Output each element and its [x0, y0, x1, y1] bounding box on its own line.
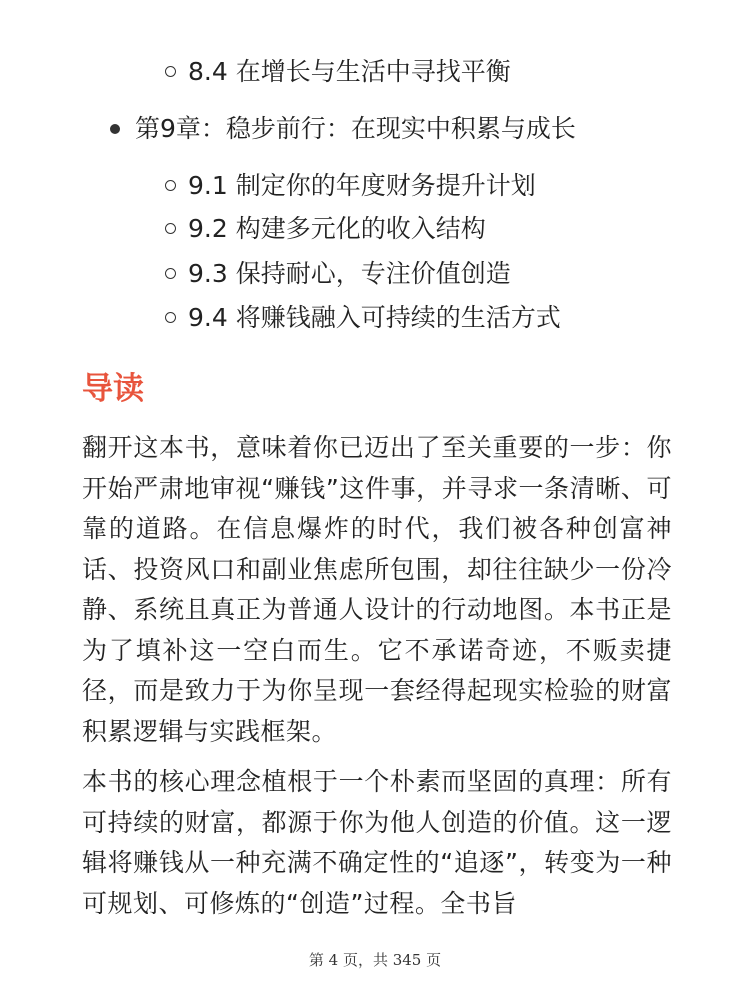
- toc-item-label: 9.4 将赚钱融入可持续的生活方式: [188, 303, 561, 332]
- intro-paragraph: 本书的核心理念植根于一个朴素而坚固的真理：所有可持续的财富，都源于你为他人创造的价值。这一逻辑将赚钱从一种充满不确定性的“追逐”，转变为一种可规划、可修炼的“创造”过程。全书旨: [82, 767, 672, 918]
- filled-circle-bullet-icon: [110, 124, 120, 134]
- toc-item-label: 9.3 保持耐心，专注价值创造: [188, 259, 511, 288]
- toc-chapter-label: 第9章：稳步前行：在现实中积累与成长: [135, 114, 576, 143]
- hollow-circle-bullet-icon: [165, 312, 176, 323]
- hollow-circle-bullet-icon: [165, 223, 176, 234]
- hollow-circle-bullet-icon: [165, 66, 176, 77]
- toc-item-label: 9.1 制定你的年度财务提升计划: [188, 171, 536, 200]
- section-heading-intro: 导读: [82, 371, 144, 407]
- toc-item-label: 8.4 在增长与生活中寻找平衡: [188, 57, 511, 86]
- toc-item-label: 9.2 构建多元化的收入结构: [188, 214, 486, 243]
- page-number-footer: 第 4 页，共 345 页: [308, 951, 442, 969]
- hollow-circle-bullet-icon: [165, 268, 176, 279]
- intro-paragraph: 翻开这本书，意味着你已迈出了至关重要的一步：你开始严肃地审视“赚钱”这件事，并寻求一条清晰、可靠的道路。在信息爆炸的时代，我们被各种创富神话、投资风口和副业焦虑所包围，却往往缺少一份冷静、系统且真正为普通人设计的行动地图。本书正是为了填补这一空白而生。它不承诺奇迹，不贩卖捷径，而是致力于为你呈现一套经得起现实检验的财富积累逻辑与实践框架。: [82, 433, 672, 746]
- hollow-circle-bullet-icon: [165, 180, 176, 191]
